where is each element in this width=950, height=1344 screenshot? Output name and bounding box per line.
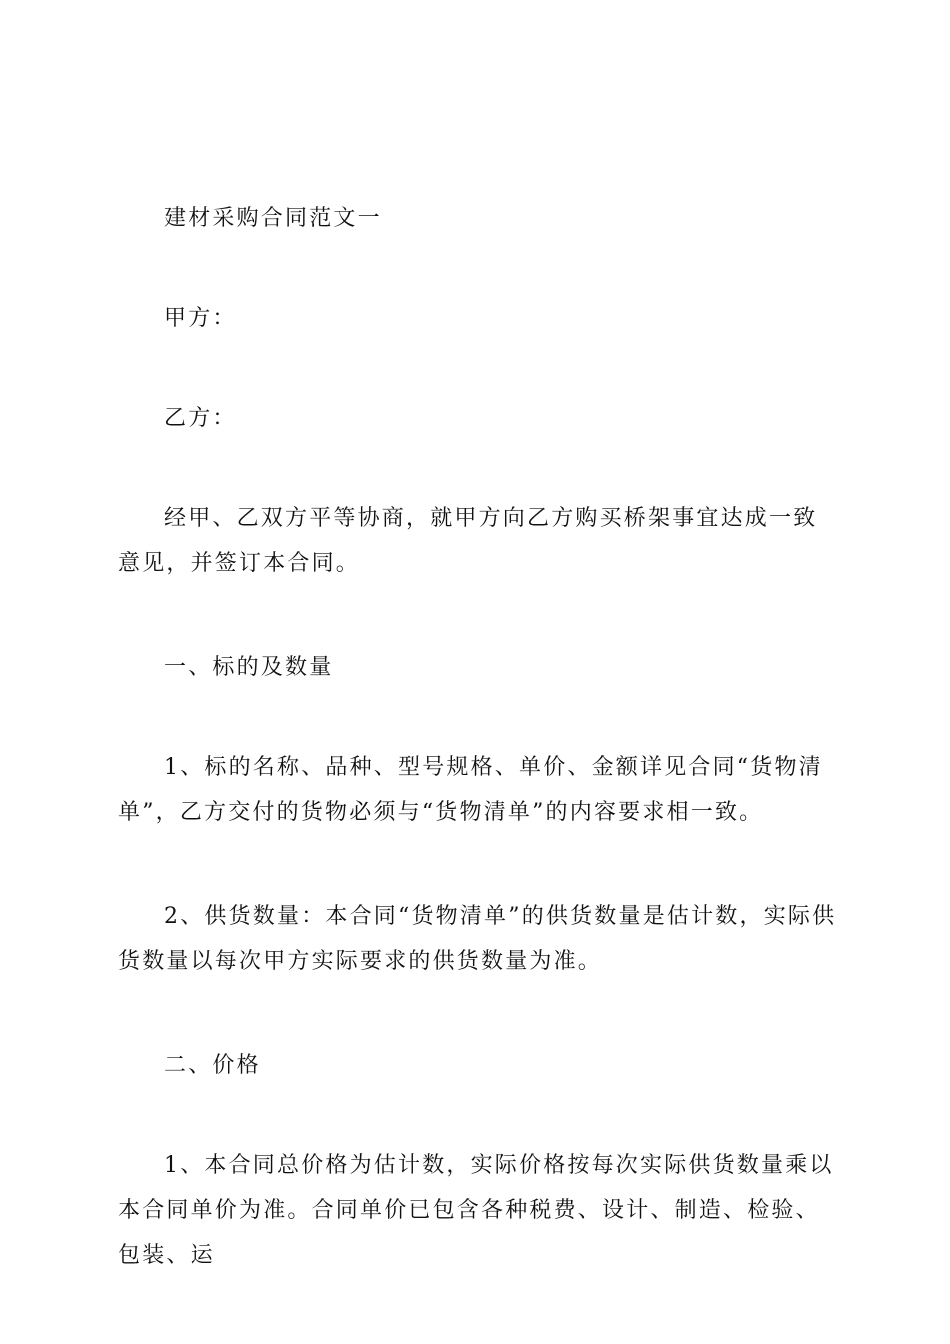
section1-item1: 1、标的名称、品种、型号规格、单价、金额详见合同“货物清单”，乙方交付的货物必须与“货物清单”的内容要求相一致。 — [118, 755, 823, 825]
intro-paragraph: 经甲、乙双方平等协商，就甲方向乙方购买桥架事宜达成一致意见，并签订本合同。 — [118, 506, 818, 576]
section2-item1: 1、本合同总价格为估计数，实际价格按每次实际供货数量乘以本合同单价为准。合同单价已包含各种税费、设计、制造、检验、包装、运 — [118, 1153, 834, 1268]
document-title: 建材采购合同范文一 — [164, 206, 382, 231]
section1-item2: 2、供货数量：本合同“货物清单”的供货数量是估计数，实际供货数量以每次甲方实际要求的供货数量为准。 — [118, 904, 837, 974]
section2-heading: 二、价格 — [164, 1053, 261, 1078]
party-a-label: 甲方： — [164, 306, 237, 331]
party-b-label: 乙方： — [164, 406, 237, 431]
section1-heading: 一、标的及数量 — [164, 655, 334, 680]
